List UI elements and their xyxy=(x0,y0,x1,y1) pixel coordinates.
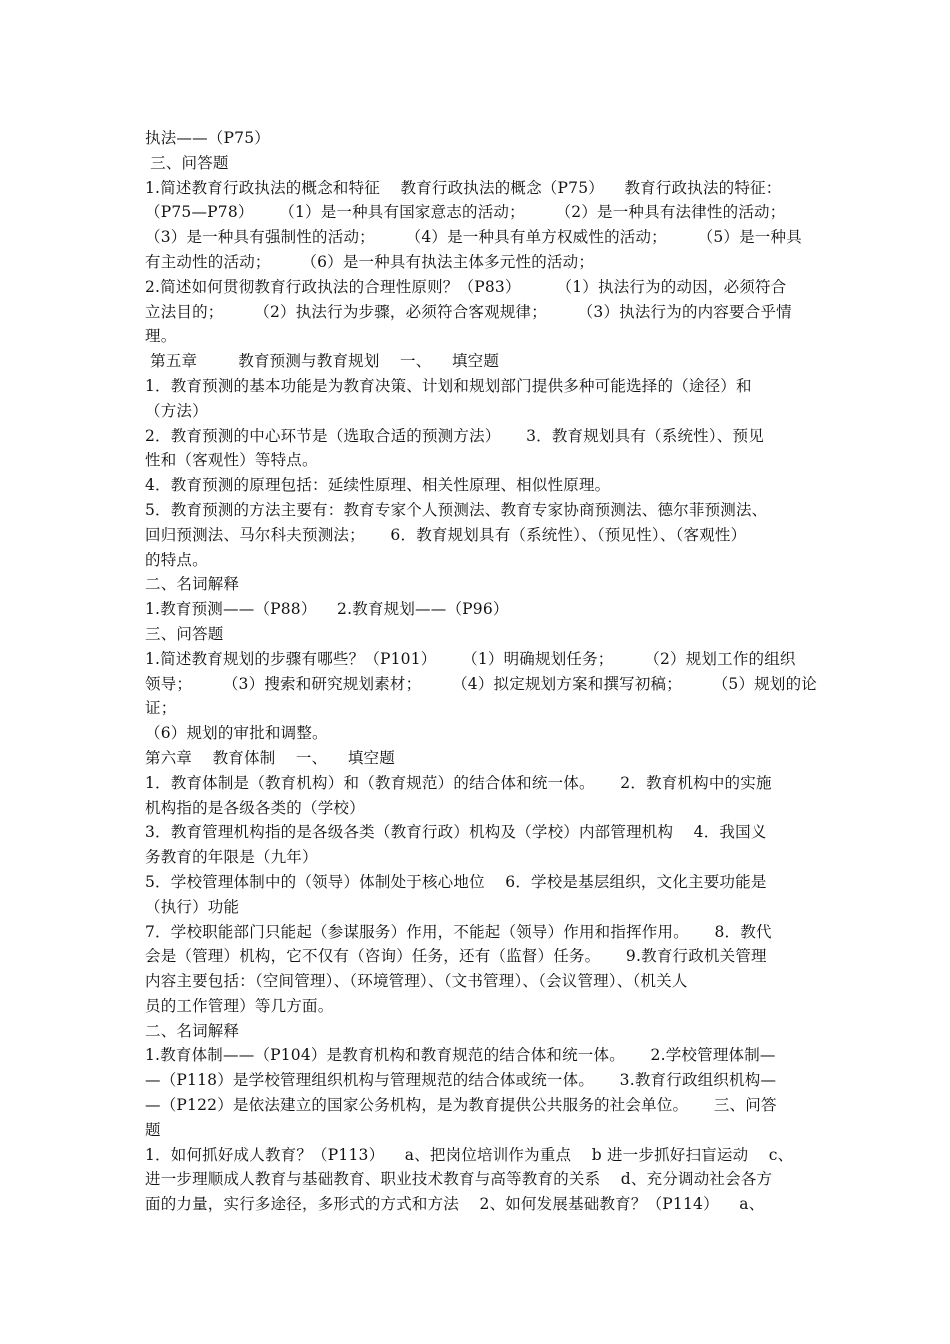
text-line: 1.教育体制——（P104）是教育机构和教育规范的结合体和统一体。 2.学校管理体制— xyxy=(145,1046,776,1065)
text-line: 1．教育体制是（教育机构）和（教育规范）的结合体和统一体。 2．教育机构中的实施 xyxy=(145,773,772,792)
text-line: 员的工作管理）等几方面。 xyxy=(145,996,334,1015)
text-line: 7．学校职能部门只能起（参谋服务）作用，不能起（领导）作用和指挥作用。 8．教代 xyxy=(145,922,772,941)
text-line: 机构指的是各级各类的（学校） xyxy=(145,798,365,817)
text-line: 2．教育预测的中心环节是（选取合适的预测方法） 3．教育规划具有（系统性）、预见 xyxy=(145,426,764,445)
text-line: 领导； （3）搜索和研究规划素材； （4）拟定规划方案和撰写初稿； （5）规划的论 xyxy=(145,674,817,693)
text-line: 性和（客观性）等特点。 xyxy=(145,451,318,470)
text-line: （6）规划的审批和调整。 xyxy=(145,724,328,743)
text-line: （P75—P78） （1）是一种具有国家意志的活动； （2）是一种具有法律性的活动； xyxy=(145,203,786,222)
text-line: （执行）功能 xyxy=(145,897,240,916)
text-line: —（P118）是学校管理组织机构与管理规范的结合体或统一体。 3.教育行政组织机构— xyxy=(145,1071,777,1090)
text-line: 二、名词解释 xyxy=(145,1021,240,1040)
text-line: 二、名词解释 xyxy=(145,575,240,594)
text-line: 2.简述如何贯彻教育行政执法的合理性原则？（P83） （1）执法行为的动因，必须符合 xyxy=(145,277,787,296)
text-line: 立法目的； （2）执法行为步骤，必须符合客观规律； （3）执法行为的内容要合乎情 xyxy=(145,302,792,321)
text-line: 务教育的年限是（九年） xyxy=(145,848,318,867)
text-line: 1．如何抓好成人教育？（P113） a、把岗位培训作为重点 b 进一步抓好扫盲运动 c、 xyxy=(145,1145,794,1164)
text-line: 面的力量，实行多途径，多形式的方式和方法 2、如何发展基础教育？（P114） a、 xyxy=(145,1195,765,1214)
text-line: 有主动性的活动； （6）是一种具有执法主体多元性的活动； xyxy=(145,252,595,271)
text-line: （3）是一种具有强制性的活动； （4）是一种具有单方权威性的活动； （5）是一种具 xyxy=(145,228,802,247)
text-line: 理。 xyxy=(145,327,177,346)
text-line: （方法） xyxy=(145,401,208,420)
text-line: 三、问答题 xyxy=(145,624,224,643)
text-line: 证； xyxy=(145,699,177,718)
text-line: 1.教育预测——（P88） 2.教育规划——（P96） xyxy=(145,600,509,619)
text-line: 内容主要包括：（空间管理）、（环境管理）、（文书管理）、（会议管理）、（机关人 xyxy=(145,972,688,991)
document-body xyxy=(145,126,817,1217)
text-line: 1．教育预测的基本功能是为教育决策、计划和规划部门提供多种可能选择的（途径）和 xyxy=(145,376,752,395)
text-line: 4．教育预测的原理包括：延续性原理、相关性原理、相似性原理。 xyxy=(145,476,611,495)
text-line: 1.简述教育规划的步骤有哪些？（P101） （1）明确规划任务； （2）规划工作的组织 xyxy=(145,649,796,668)
text-line: 的特点。 xyxy=(145,550,208,569)
text-line: 回归预测法、马尔科夫预测法； 6．教育规划具有（系统性）、（预见性）、（客观性） xyxy=(145,525,747,544)
text-line: 进一步理顺成人教育与基础教育、职业技术教育与高等教育的关系 d、充分调动社会各方 xyxy=(145,1170,773,1189)
text-line: 5．学校管理体制中的（领导）体制处于核心地位 6．学校是基层组织，文化主要功能是 xyxy=(145,872,767,891)
text-line: 1.简述教育行政执法的概念和特征 教育行政执法的概念（P75） 教育行政执法的特征： xyxy=(145,178,782,197)
text-line: 会是（管理）机构，它不仅有（咨询）任务，还有（监督）任务。 9.教育行政机关管理 xyxy=(145,947,767,966)
text-line: 3．教育管理机构指的是各级各类（教育行政）机构及（学校）内部管理机构 4．我国义 xyxy=(145,823,767,842)
text-line: 第六章 教育体制 一、 填空题 xyxy=(145,748,395,767)
text-line: 第五章 教育预测与教育规划 一、 填空题 xyxy=(145,352,500,371)
text-line: —（P122）是依法建立的国家公务机构，是为教育提供公共服务的社会单位。 三、问答 xyxy=(145,1096,777,1115)
text-line: 5．教育预测的方法主要有：教育专家个人预测法、教育专家协商预测法、德尔菲预测法、 xyxy=(145,500,768,519)
text-line: 三、问答题 xyxy=(145,153,229,172)
text-line: 执法——（P75） xyxy=(145,129,270,147)
text-line: 题 xyxy=(145,1120,161,1139)
